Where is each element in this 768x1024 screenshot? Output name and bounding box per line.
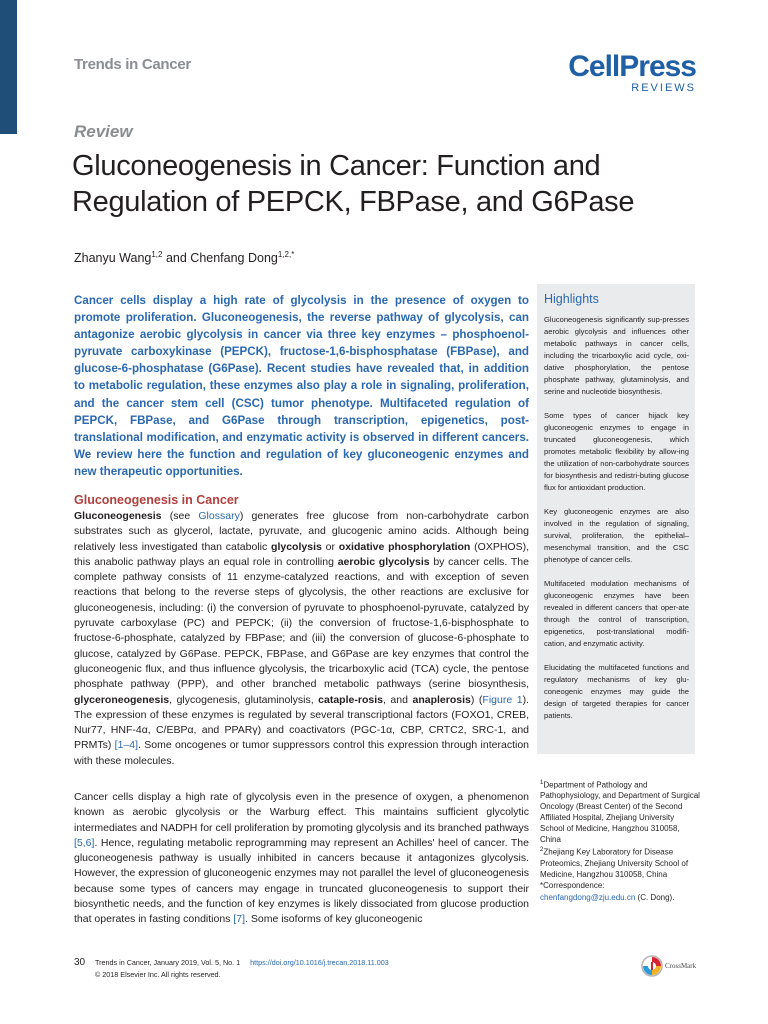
glossary-link[interactable]: Glossary bbox=[198, 510, 240, 522]
journal-name: Trends in Cancer bbox=[74, 56, 191, 73]
figure-link[interactable]: Figure 1 bbox=[482, 693, 523, 706]
author-affiliation-marker: 1,2,* bbox=[277, 250, 295, 259]
citation-link[interactable]: [7] bbox=[233, 913, 246, 926]
crossmark-icon bbox=[641, 955, 663, 977]
journal-issue: Trends in Cancer, January 2019, Vol. 5, No. 1 bbox=[95, 958, 241, 967]
highlight-item: Elucidating the multifaceted functions and regulatory mechanisms of key glu-coneogenic enzymes may guide the design of targeted therapies for cancer patients. bbox=[544, 663, 689, 720]
affiliation-item bbox=[540, 845, 700, 880]
abstract: Cancer cells display a high rate of glycolysis in the presence of oxygen to promote proliferation. Gluconeogenesis, the reverse pathway of glycolysis, can antagonize aerobic glycolysis in cancer via three key enzymes – phosphoenol-pyruvate carboxykinase (PEPCK), fructose-1,6-bisphosphatase (FBPase), and glucose-6-phosphatase (G6Pase). Recent studies have revealed that, in addition to metabolic regulation, these enzymes also play a role in signaling, proliferation, and the cancer stem cell (CSC) tumor phenotype. Multifaceted regulation of PEPCK, FBPase, and G6Pase through transcription, epigenetics, post-translational modification, and enzymatic activity is observed in different cancers. We review here the function and regulation of key gluconeogenic enzymes and new therapeutic opportunities. bbox=[74, 294, 529, 478]
affiliation-text: Zhejiang Key Laboratory for Disease Proteomics, Zhejiang University School of Medicine, Hangzhou 310058, China bbox=[540, 848, 689, 879]
affiliation-text: Department of Pathology and Pathophysiology, and Department of Surgical Oncology (Breast Center) of the Second Affiliated Hospital, Zhejiang University School of Medicine, Hangzhou 310058, China bbox=[540, 780, 700, 844]
affiliations bbox=[540, 778, 700, 880]
text-run: . Some isoforms of key gluconeogenic bbox=[245, 913, 423, 926]
text-run: , and bbox=[382, 693, 413, 706]
text-run: by cancer cells. The complete pathway consists of 11 enzyme-catalyzed reactions, and with exception of seven reactions that belong to the reverse steps of glycolysis, the other reactions are exclusive for gluconeogenesis, including: (i) the conversion of pyruvate to phosphoenol-pyruvate, catalyzed by pyruvate carboxylase (PC) and PEPCK; (ii) the conversion of fructose-1,6-bisphosphate to fructose-6-phosphate, catalyzed by FBPase; and (iii) the conversion of glucose-6-phosphate to glucose, catalyzed by G6Pase. PEPCK, FBPase, and G6Pase are key enzymes that control the gluconeogenic flux, and thus influence glycolysis, the tricarboxylic acid (TCA) cycle, the pentose phosphate pathway (PPP), and other branched metabolic pathways (serine biosynthesis, bbox=[74, 555, 529, 691]
affiliation-marker: 2 bbox=[540, 847, 544, 854]
doi-link[interactable]: https://doi.org/10.1016/j.trecan.2018.11.003 bbox=[250, 958, 389, 967]
text-run: or bbox=[321, 540, 339, 553]
author-name[interactable]: Chenfang Dong bbox=[190, 251, 278, 266]
body-paragraph bbox=[74, 790, 529, 928]
crossmark-label: CrossMark bbox=[665, 962, 697, 970]
highlight-item: Some types of cancer hijack key gluconeogenic enzymes to engage in truncated gluconeogenesis, which promotes metabolic flexibility by allow-ing the utilization of non-carbohydrate sources for biosynthesis and redistri-buting glucose flux for antioxidant production. bbox=[544, 411, 689, 492]
text-run: , glycogenesis, glutaminolysis, bbox=[169, 693, 319, 706]
glossary-term: oxidative phosphorylation bbox=[338, 540, 471, 553]
text-run: (see bbox=[161, 510, 199, 522]
text-run: . Hence, regulating metabolic reprogramming may represent an Achilles' heel of cancer. The gluconeogenesis pathway is usually inhibited in cancers because it antagonizes glycolysis. However, the expression of gluconeogenic enzymes may not parallel the level of gluconeogenesis because some types of cancers may engage in truncated gluconeogenesis to support their biosynthetic needs, and the function of key enzymes is likely dissociated from glucose production that operates in fasting conditions bbox=[74, 836, 529, 926]
highlights-heading: Highlights bbox=[544, 292, 599, 306]
footer-citation bbox=[95, 958, 389, 967]
text-run: (OXPHOS), this anabolic pathway plays an equal role in controlling bbox=[74, 540, 530, 568]
glossary-term: aerobic glycolysis bbox=[337, 555, 430, 568]
body-paragraph bbox=[74, 509, 529, 769]
text-run: ) ( bbox=[470, 693, 483, 706]
article-title: Gluconeogenesis in Cancer: Function and Regulation of PEPCK, FBPase, and G6Pase bbox=[72, 150, 635, 218]
author-name[interactable]: Zhanyu Wang bbox=[74, 251, 152, 266]
brand-sub: REVIEWS bbox=[631, 82, 696, 94]
author-list bbox=[74, 250, 294, 265]
section-heading: Gluconeogenesis in Cancer bbox=[74, 493, 239, 507]
text-run: . Some oncogenes or tumor suppressors control this expression through interaction with these molecules. bbox=[74, 739, 530, 767]
correspondence bbox=[540, 880, 705, 904]
brand-name: CellPress bbox=[568, 50, 696, 83]
text-run: ) generates free glucose from non-carbohydrate carbon substrates such as glycerol, lactate, pyruvate, and glucogenic amino acids. Although being relatively less investigated than catabolic bbox=[74, 510, 529, 553]
glossary-term: glycolysis bbox=[271, 540, 322, 553]
glossary-term: anaplerosis bbox=[412, 693, 471, 706]
author-conjunction: and bbox=[162, 251, 191, 266]
highlight-item: Key gluconeogenic enzymes are also involved in the regulation of signaling, survival, proliferation, the epithelial–mesenchymal transition, and the CSC phenotype of cancer cells. bbox=[544, 507, 689, 564]
sidebar-accent-bar bbox=[0, 0, 17, 134]
text-run: Cancer cells display a high rate of glycolysis even in the presence of oxygen, a phenomenon known as aerobic glycolysis or the Warburg effect. This maintains sufficient glycolytic intermediates and NADPH for cell proliferation by promoting glycolysis and its branched pathways bbox=[74, 791, 529, 834]
page-number: 30 bbox=[74, 957, 86, 968]
correspondence-label: *Correspondence: bbox=[540, 881, 605, 890]
author-affiliation-marker: 1,2 bbox=[151, 250, 163, 259]
crossmark-badge[interactable] bbox=[641, 955, 696, 977]
highlight-item: Gluconeogenesis significantly sup-presses aerobic glycolysis and influences other metabolic pathways in cancer cells, including the tricarboxylic acid cycle, oxi-dative phosphorylation, the pentose phosphate pathway, glutaminolysis, and serine and nucleotide biosynthesis. bbox=[544, 315, 689, 396]
affiliation-item bbox=[540, 778, 700, 845]
cellpress-logo[interactable] bbox=[568, 52, 696, 94]
highlights-box bbox=[537, 284, 695, 754]
affiliation-marker: 1 bbox=[540, 780, 544, 786]
citation-link[interactable]: [5,6] bbox=[74, 836, 95, 849]
glossary-term: glyceroneogenesis bbox=[74, 693, 170, 706]
correspondence-suffix: (C. Dong). bbox=[635, 893, 675, 902]
highlight-item: Multifaceted modulation mechanisms of gluconeogenic enzymes have been revealed in different cancers that oper-ate through the control of transcription, epigenetics, post-translational modifi-cation, and enzymatic activity. bbox=[544, 579, 689, 648]
text-run: ). The expression of these enzymes is regulated by several transcriptional factors (FOXO1, CREB, Nur77, HNF-4α, C/EBPα, and PPARγ) and coactivators (PGC-1α, CBP, CRTC2, SRC-1, and PRMTs) bbox=[74, 693, 529, 752]
glossary-term: cataple-rosis bbox=[318, 693, 383, 706]
article-type: Review bbox=[74, 122, 133, 141]
citation-link[interactable]: [1–4] bbox=[114, 739, 139, 752]
glossary-term: Gluconeogenesis bbox=[74, 510, 162, 522]
copyright: © 2018 Elsevier Inc. All rights reserved. bbox=[95, 970, 221, 979]
email-link[interactable]: chenfangdong@zju.edu.cn bbox=[540, 893, 636, 902]
